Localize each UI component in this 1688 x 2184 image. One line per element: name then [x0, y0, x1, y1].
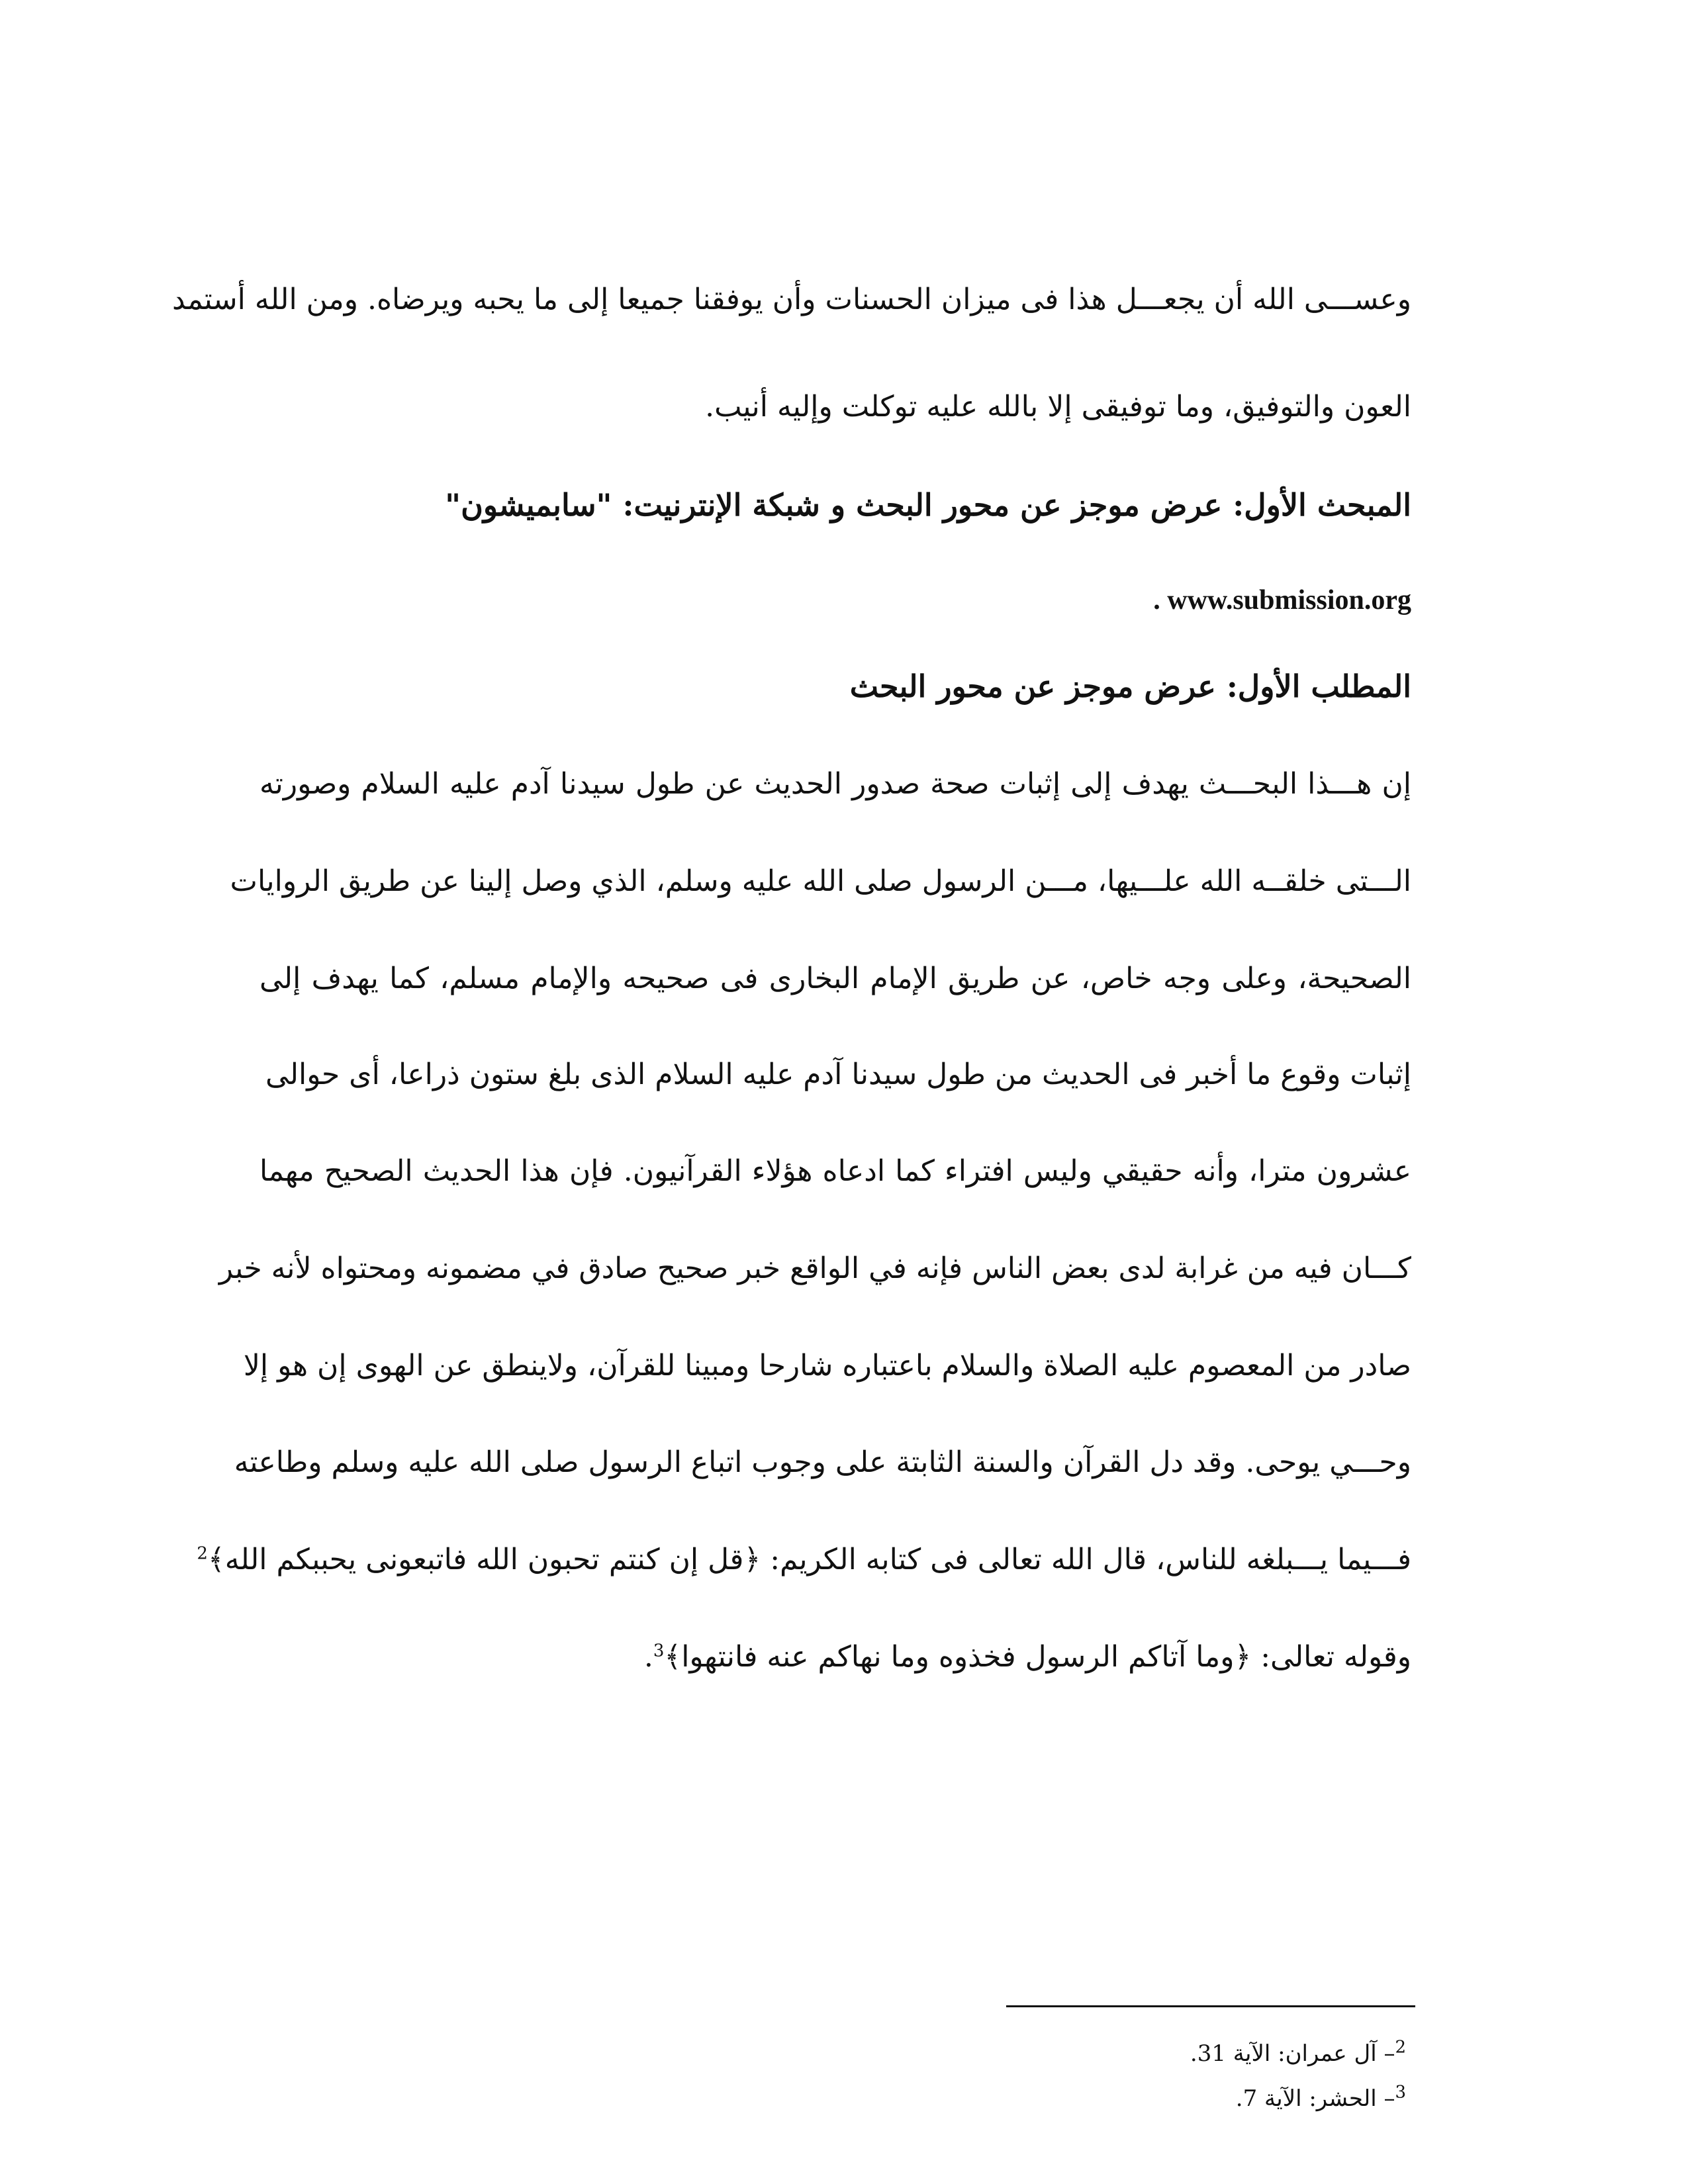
footnote-3-number: 3	[1395, 2082, 1406, 2103]
paragraph-line-6: كـــان فيه من غرابة لدى بعض الناس فإنه في الواقع خبر صحيح صادق في مضمونه ومحتواه لأنه خبر	[218, 1251, 1411, 1285]
paragraph-line-7: صادر من المعصوم عليه الصلاة والسلام باعتباره شارحا ومبينا للقرآن، ولاينطق عن الهوى إن هو إلا	[243, 1349, 1411, 1383]
verse-line-2	[644, 1637, 1411, 1677]
footnote-separator	[1006, 2005, 1415, 2007]
verse-line-1-text: فـــيما يـــبلغه للناس، قال الله تعالى فى كتابه الكريم: ﴿قل إن كنتم تحبون الله فاتبعونى يحببكم الله﴾	[207, 1543, 1411, 1576]
verse-line-1	[197, 1540, 1411, 1580]
section-heading: المبحث الأول: عرض موجز عن محور البحث و شبكة الإنترنيت: "سابميشون"	[445, 487, 1411, 523]
subsection-heading: المطلب الأول: عرض موجز عن محور البحث	[849, 668, 1411, 704]
paragraph-line-8: وحـــي يوحى. وقد دل القرآن والسنة الثابتة على وجوب اتباع الرسول صلى الله عليه وسلم وطاعته	[234, 1445, 1411, 1479]
footnote-3-text: – الحشر: الآية 7.	[1235, 2085, 1395, 2112]
footnote-ref-3: 3	[653, 1641, 665, 1661]
paragraph-line-2: الـــتى خلقــه الله علـــيها، مـــن الرسول صلى الله عليه وسلم، الذي وصل إلينا عن طريق الروايات	[230, 864, 1411, 898]
paragraph-line-5: عشرون مترا، وأنه حقيقي وليس افتراء كما ادعاه هؤلاء القرآنيون. فإن هذا الحديث الصحيح مهما	[259, 1154, 1411, 1188]
body-line-2: العون والتوفيق، وما توفيقى إلا بالله عليه توكلت وإليه أنيب.	[705, 390, 1411, 424]
verse-line-2-text: وقوله تعالى: ﴿وما آتاكم الرسول فخذوه وما نهاكم عنه فانتهوا﴾	[664, 1640, 1411, 1674]
footnote-ref-2: 2	[197, 1543, 208, 1564]
verse-line-2-end: .	[643, 1640, 653, 1674]
footnote-2-number: 2	[1395, 2037, 1406, 2058]
footnote-2-text: – آل عمران: الآية 31.	[1190, 2040, 1395, 2067]
website-url: . www.submission.org	[1153, 585, 1411, 615]
paragraph-line-1: إن هـــذا البحـــث يهدف إلى إثبات صحة صدور الحديث عن طول سيدنا آدم عليه السلام وصورته	[259, 767, 1411, 801]
paragraph-line-3: الصحيحة، وعلى وجه خاص، عن طريق الإمام البخارى فى صحيحه والإمام مسلم، كما يهدف إلى	[259, 962, 1411, 995]
footnote-2	[1190, 2038, 1406, 2069]
paragraph-line-4: إثبات وقوع ما أخبر فى الحديث من طول سيدنا آدم عليه السلام الذى بلغ ستون ذراعا، أى حوالى	[265, 1058, 1411, 1091]
footnote-3	[1236, 2083, 1406, 2114]
body-line-1: وعســـى الله أن يجعـــل هذا فى ميزان الحسنات وأن يوفقنا جميعا إلى ما يحبه ويرضاه. ومن الله أستمد	[172, 283, 1411, 316]
